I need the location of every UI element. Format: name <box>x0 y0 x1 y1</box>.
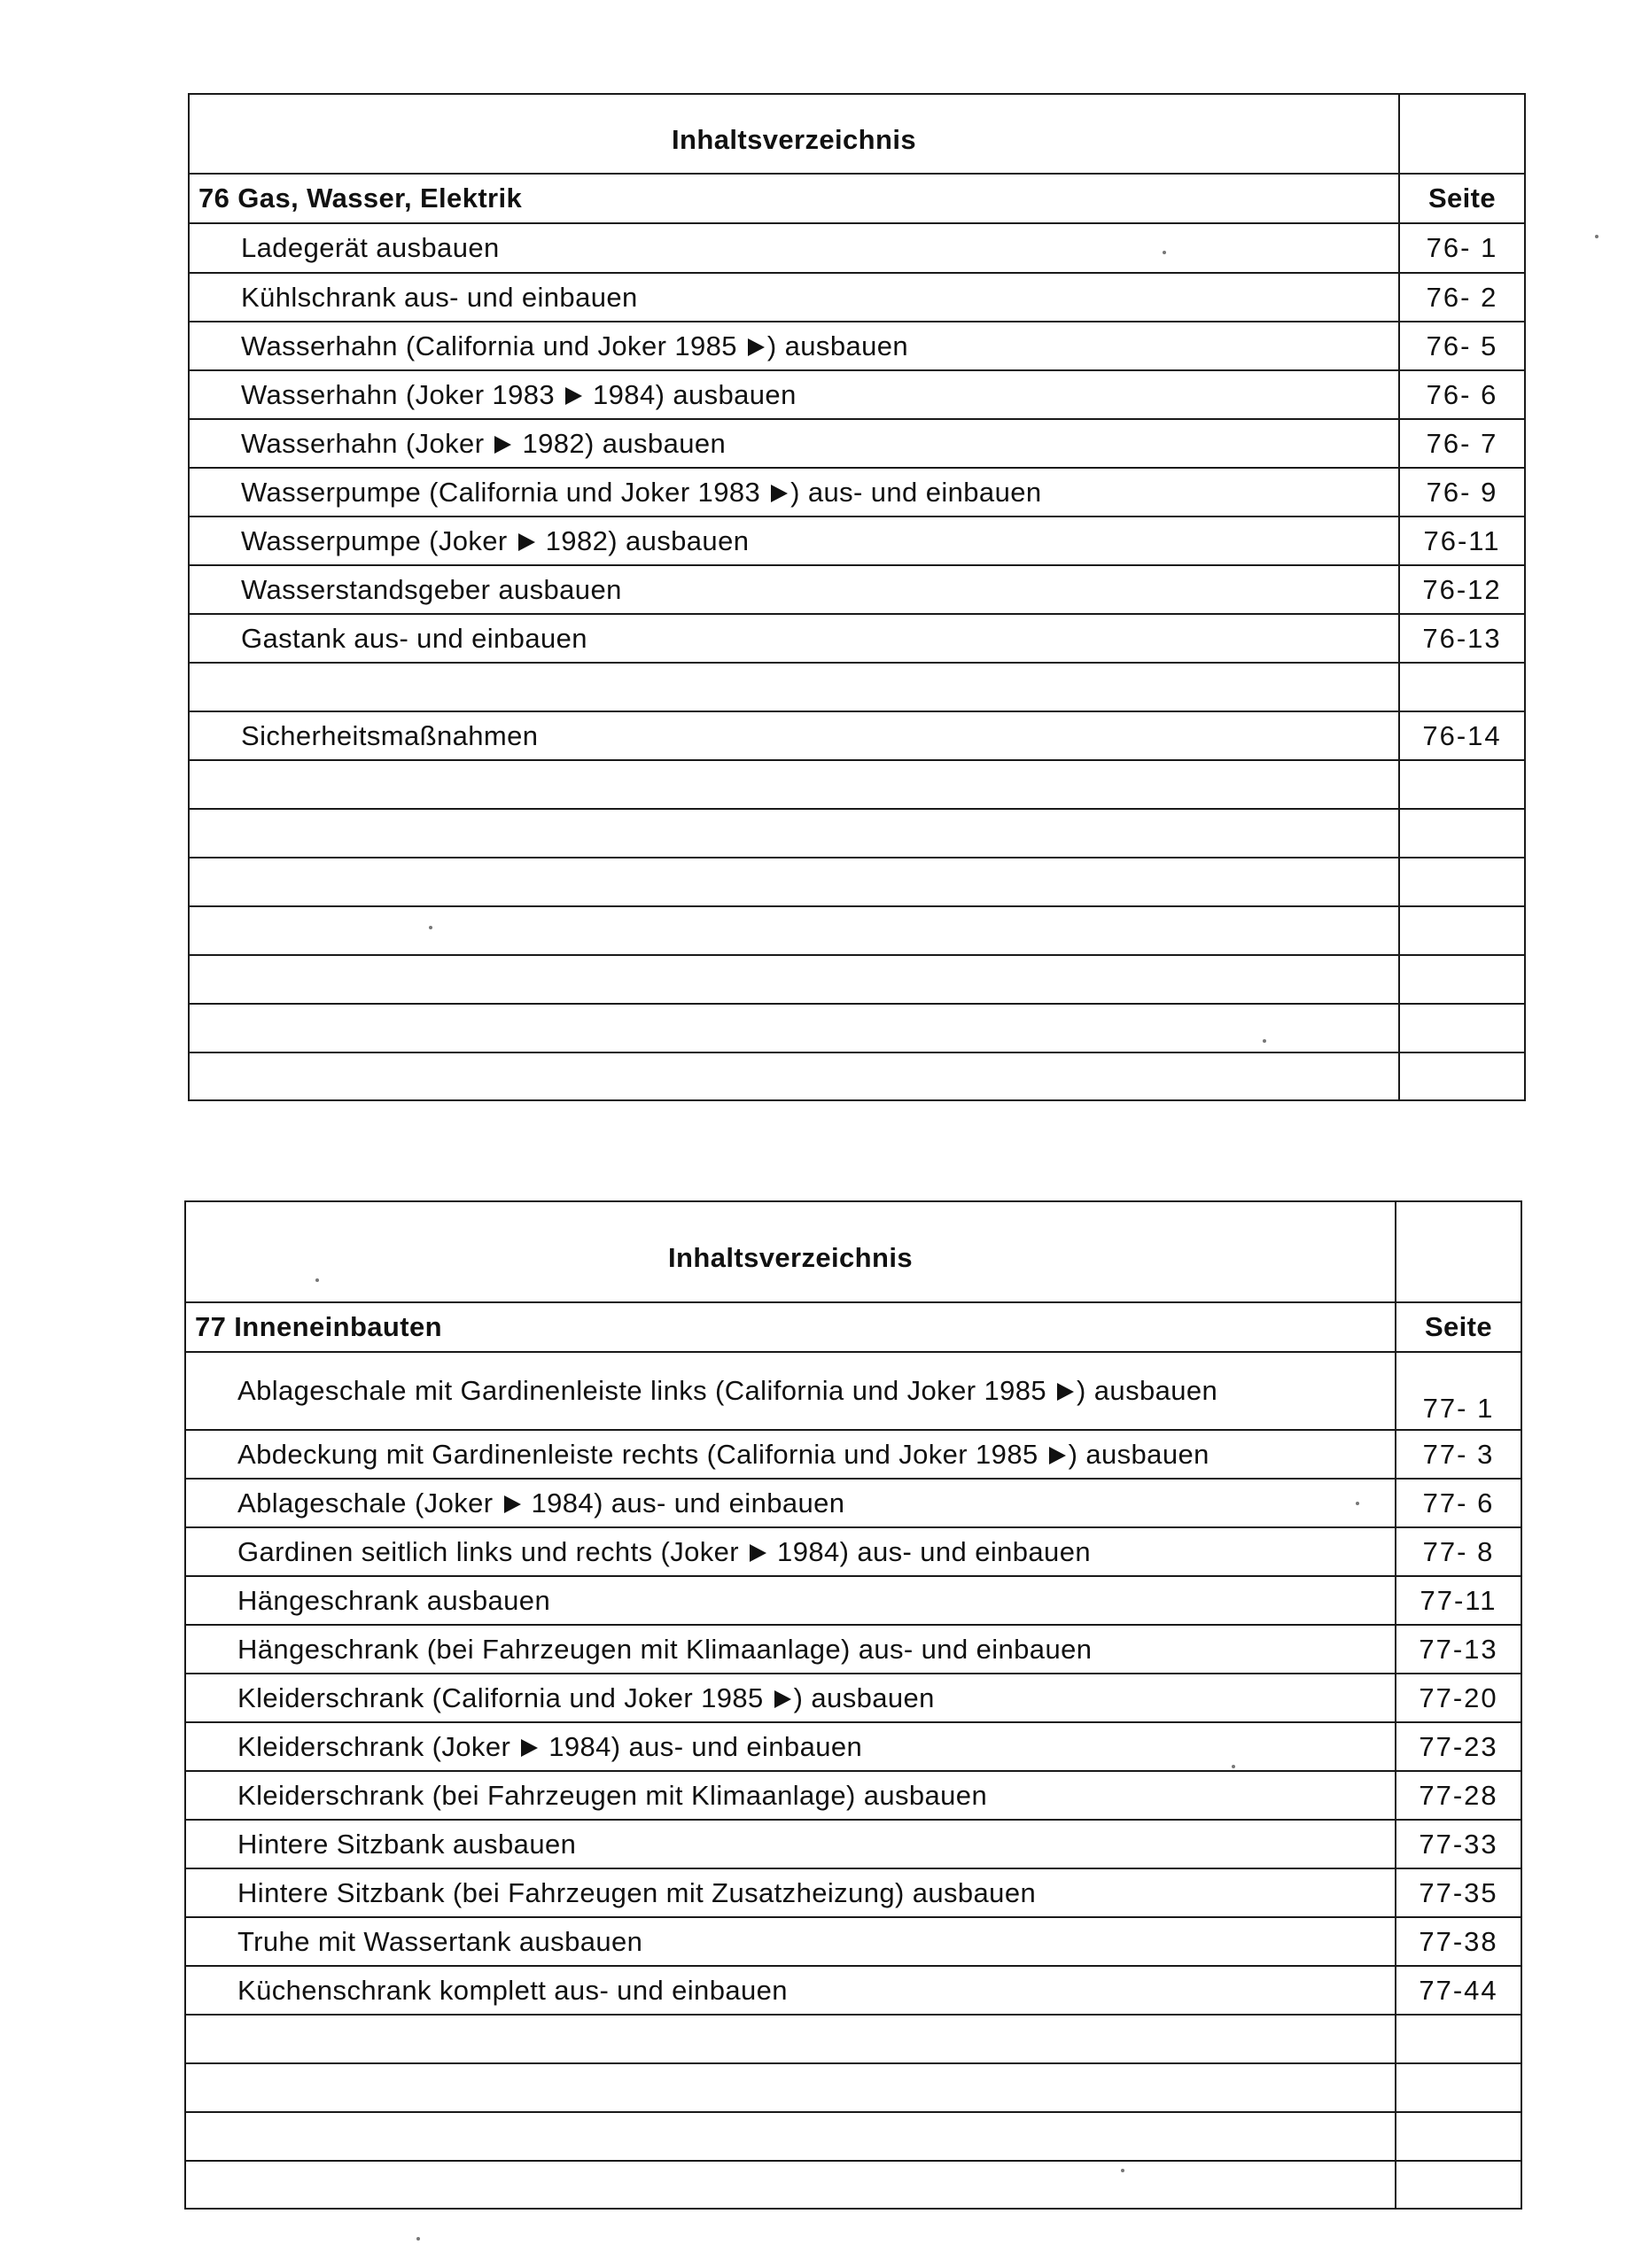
toc-entry-page <box>1396 2112 1521 2161</box>
toc-entry-title <box>185 2063 1396 2112</box>
toc-title: Inhaltsverzeichnis <box>185 1201 1396 1302</box>
toc-row <box>185 1674 1521 1722</box>
toc-entry-page <box>1399 760 1525 809</box>
toc-row <box>185 1625 1521 1674</box>
toc-row <box>189 468 1525 517</box>
toc-entry-title: Ladegerät ausbauen <box>189 223 1399 273</box>
toc-entry-title <box>189 760 1399 809</box>
toc-entry-page: 77- 3 <box>1396 1430 1521 1479</box>
toc-table-body <box>185 1201 1521 2209</box>
toc-entry-page: 77-44 <box>1396 1966 1521 2015</box>
page-column-header: Seite <box>1399 174 1525 223</box>
toc-entry-page: 77-11 <box>1396 1576 1521 1625</box>
scan-speck <box>1232 1765 1235 1768</box>
toc-entry-page: 76- 2 <box>1399 273 1525 322</box>
toc-entry-page: 76-13 <box>1399 614 1525 663</box>
toc-entry-title: Hängeschrank ausbauen <box>185 1576 1396 1625</box>
scan-speck <box>1356 1502 1359 1505</box>
arrow-right-icon <box>1057 1383 1074 1401</box>
toc-entry-page <box>1399 1004 1525 1052</box>
toc-entry-page <box>1396 2063 1521 2112</box>
toc-entry-page: 76- 6 <box>1399 370 1525 419</box>
toc-entry-title: Wasserhahn (Joker 1983 1984) ausbauen <box>189 370 1399 419</box>
toc-entry-page <box>1399 955 1525 1004</box>
toc-title-blank <box>1399 94 1525 174</box>
toc-entry-page: 76-11 <box>1399 517 1525 565</box>
toc-row <box>189 322 1525 370</box>
toc-entry-title: Ablageschale mit Gardinenleiste links (California und Joker 1985 ) ausbauen <box>185 1352 1396 1430</box>
toc-entry-title <box>189 809 1399 858</box>
toc-row <box>189 565 1525 614</box>
toc-row <box>189 614 1525 663</box>
toc-entry-title: Sicherheitsmaßnahmen <box>189 711 1399 760</box>
toc-row <box>185 1576 1521 1625</box>
toc-row-empty <box>189 1052 1525 1100</box>
toc-entry-title: Gastank aus- und einbauen <box>189 614 1399 663</box>
section-heading: 76 Gas, Wasser, Elektrik <box>189 174 1399 223</box>
toc-table-77 <box>184 1200 1522 2210</box>
toc-title-blank <box>1396 1201 1521 1302</box>
arrow-right-icon <box>494 436 511 454</box>
arrow-right-icon <box>504 1495 521 1513</box>
toc-entry-page: 77-13 <box>1396 1625 1521 1674</box>
toc-row <box>189 711 1525 760</box>
toc-row <box>189 223 1525 273</box>
toc-row-empty <box>189 955 1525 1004</box>
arrow-right-icon <box>565 387 582 405</box>
toc-entry-page <box>1396 2015 1521 2063</box>
toc-entry-page <box>1399 906 1525 955</box>
toc-entry-page <box>1399 858 1525 906</box>
page-column-header: Seite <box>1396 1302 1521 1352</box>
toc-entry-title <box>189 858 1399 906</box>
toc-row <box>185 1722 1521 1771</box>
toc-entry-title: Wasserpumpe (California und Joker 1983 ) aus- und einbauen <box>189 468 1399 517</box>
toc-entry-title <box>189 906 1399 955</box>
toc-entry-title: Kühlschrank aus- und einbauen <box>189 273 1399 322</box>
toc-entry-page: 76-12 <box>1399 565 1525 614</box>
toc-entry-title: Hintere Sitzbank (bei Fahrzeugen mit Zusatzheizung) ausbauen <box>185 1868 1396 1917</box>
toc-entry-page: 77- 1 <box>1396 1352 1521 1430</box>
toc-entry-title: Wasserhahn (Joker 1982) ausbauen <box>189 419 1399 468</box>
arrow-right-icon <box>1049 1447 1066 1464</box>
toc-row-empty <box>185 2161 1521 2209</box>
toc-row-empty <box>189 809 1525 858</box>
toc-entry-title: Wasserstandsgeber ausbauen <box>189 565 1399 614</box>
toc-entry-page: 77- 8 <box>1396 1527 1521 1576</box>
toc-row <box>185 1479 1521 1527</box>
toc-row-empty <box>189 760 1525 809</box>
toc-entry-title: Küchenschrank komplett aus- und einbauen <box>185 1966 1396 2015</box>
arrow-right-icon <box>774 1690 791 1708</box>
scan-speck <box>416 2237 420 2241</box>
toc-table-body <box>189 94 1525 1100</box>
toc-row <box>189 370 1525 419</box>
toc-entry-title <box>189 1004 1399 1052</box>
toc-entry-page: 76- 7 <box>1399 419 1525 468</box>
toc-table-76 <box>188 93 1526 1101</box>
toc-entry-page: 77-20 <box>1396 1674 1521 1722</box>
toc-row-empty <box>189 906 1525 955</box>
scan-speck <box>1121 2169 1124 2172</box>
toc-row <box>189 419 1525 468</box>
toc-entry-title: Gardinen seitlich links und rechts (Joker 1984) aus- und einbauen <box>185 1527 1396 1576</box>
toc-entry-page <box>1396 2161 1521 2209</box>
toc-entry-title: Ablageschale (Joker 1984) aus- und einbauen <box>185 1479 1396 1527</box>
toc-entry-title: Abdeckung mit Gardinenleiste rechts (California und Joker 1985 ) ausbauen <box>185 1430 1396 1479</box>
arrow-right-icon <box>771 485 788 502</box>
toc-entry-page: 77-38 <box>1396 1917 1521 1966</box>
toc-row-empty <box>189 858 1525 906</box>
toc-entry-title: Hängeschrank (bei Fahrzeugen mit Klimaanlage) aus- und einbauen <box>185 1625 1396 1674</box>
arrow-right-icon <box>521 1739 538 1757</box>
toc-row <box>185 1917 1521 1966</box>
toc-entry-page: 76- 1 <box>1399 223 1525 273</box>
scan-speck <box>1163 251 1166 254</box>
toc-entry-page: 76- 9 <box>1399 468 1525 517</box>
toc-row <box>185 1527 1521 1576</box>
toc-entry-page: 76- 5 <box>1399 322 1525 370</box>
toc-row <box>189 517 1525 565</box>
scan-speck <box>1595 235 1598 238</box>
toc-row-empty <box>185 2015 1521 2063</box>
toc-entry-title: Kleiderschrank (Joker 1984) aus- und einbauen <box>185 1722 1396 1771</box>
toc-entry-title: Hintere Sitzbank ausbauen <box>185 1820 1396 1868</box>
toc-row-empty <box>189 663 1525 711</box>
scan-speck <box>1263 1039 1266 1043</box>
toc-entry-page <box>1399 1052 1525 1100</box>
toc-title: Inhaltsverzeichnis <box>189 94 1399 174</box>
toc-entry-page: 77-23 <box>1396 1722 1521 1771</box>
toc-entry-title: Kleiderschrank (bei Fahrzeugen mit Klimaanlage) ausbauen <box>185 1771 1396 1820</box>
toc-entry-title: Wasserpumpe (Joker 1982) ausbauen <box>189 517 1399 565</box>
toc-entry-title <box>189 663 1399 711</box>
toc-entry-page: 77- 6 <box>1396 1479 1521 1527</box>
toc-entry-page <box>1399 663 1525 711</box>
toc-row <box>189 273 1525 322</box>
toc-entry-title <box>185 2161 1396 2209</box>
toc-row <box>185 1430 1521 1479</box>
toc-entry-page: 77-28 <box>1396 1771 1521 1820</box>
scan-speck <box>429 926 432 929</box>
arrow-right-icon <box>750 1544 766 1562</box>
toc-entry-page: 76-14 <box>1399 711 1525 760</box>
toc-entry-title: Wasserhahn (California und Joker 1985 ) ausbauen <box>189 322 1399 370</box>
toc-entry-title <box>185 2112 1396 2161</box>
toc-row <box>185 1966 1521 2015</box>
toc-row <box>185 1820 1521 1868</box>
toc-entry-title <box>189 1052 1399 1100</box>
toc-entry-title <box>189 955 1399 1004</box>
toc-entry-page: 77-35 <box>1396 1868 1521 1917</box>
toc-entry-title: Truhe mit Wassertank ausbauen <box>185 1917 1396 1966</box>
toc-entry-title <box>185 2015 1396 2063</box>
toc-row-empty <box>189 1004 1525 1052</box>
section-heading: 77 Inneneinbauten <box>185 1302 1396 1352</box>
toc-entry-page: 77-33 <box>1396 1820 1521 1868</box>
toc-row-empty <box>185 2063 1521 2112</box>
toc-row <box>185 1868 1521 1917</box>
toc-row-empty <box>185 2112 1521 2161</box>
toc-entry-title: Kleiderschrank (California und Joker 1985 ) ausbauen <box>185 1674 1396 1722</box>
toc-row <box>185 1771 1521 1820</box>
toc-row <box>185 1352 1521 1430</box>
toc-entry-page <box>1399 809 1525 858</box>
arrow-right-icon <box>518 533 535 551</box>
scan-speck <box>315 1278 319 1282</box>
arrow-right-icon <box>748 338 765 356</box>
